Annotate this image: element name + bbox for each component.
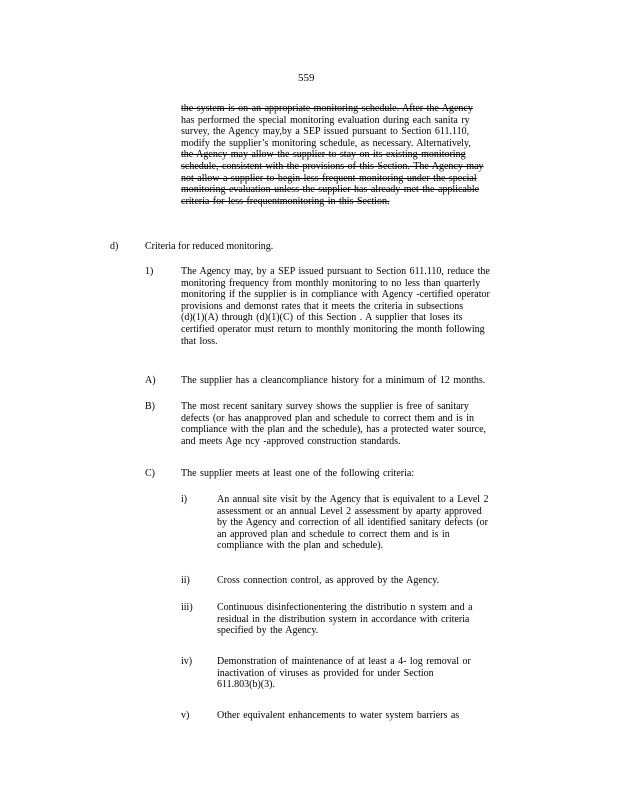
paragraph-line: Continuous disinfectionentering the distributio n system and a — [217, 602, 473, 613]
paragraph-line: the system is on an appropriate monitoring schedule. After the Agency — [181, 103, 473, 114]
paragraph-line: An annual site visit by the Agency that is equivalent to a Level 2 — [217, 494, 489, 505]
sub-item-iv-text — [217, 656, 517, 691]
paragraph-line: by the Agency and correction of all identified sanitary defects (or — [217, 517, 489, 529]
sub-item-ii-text — [217, 575, 517, 587]
paragraph-line: The most recent sanitary survey shows the supplier is free of sanitary — [181, 401, 469, 412]
paragraph-line: specified by the Agency. — [217, 625, 319, 637]
paragraph-line: monitoring frequency from monthly monitoring to no less than quarterly — [181, 277, 481, 289]
section-d-heading: Criteria for reduced monitoring. — [145, 241, 274, 252]
item-b-label: B) — [145, 401, 155, 412]
paragraph-line: The supplier has a cleancompliance history for a minimum of 12 months. — [181, 375, 486, 386]
paragraph-line: monitoring if the supplier is in compliance with Agency -certified operator — [181, 289, 490, 301]
paragraph-line: provisions and demonst rates that it meets the criteria in subsections — [181, 300, 464, 312]
sub-item-ii-label: ii) — [181, 575, 190, 586]
paragraph-line: and meets Age ncy -approved construction standards. — [181, 435, 401, 447]
paragraph-line: the Agency may allow the supplier to stay on its existing monitoring — [181, 149, 466, 161]
sub-item-i-text — [217, 494, 532, 552]
item-c-label: C) — [145, 468, 155, 479]
sub-item-v-label: v) — [181, 710, 190, 721]
item-a-text — [181, 375, 536, 387]
item-1-text — [181, 266, 541, 347]
paragraph-line: has performed the special monitoring evaluation during each sanita ry — [181, 114, 470, 126]
sub-item-iv-label: iv) — [181, 656, 193, 667]
paragraph-line: schedule, consistent with the provisions of this Section. The Agency may — [181, 160, 484, 172]
top-paragraph — [181, 103, 526, 207]
paragraph-line: that loss. — [181, 335, 218, 347]
item-c-text — [181, 468, 531, 480]
sub-item-iii-label: iii) — [181, 602, 193, 613]
paragraph-line: compliance with the plan and the schedule), has a protected water source, — [181, 424, 487, 436]
sub-item-iii-text — [217, 602, 517, 637]
item-b-text — [181, 401, 531, 447]
page-number: 559 — [298, 72, 315, 84]
paragraph-line: defects (or has anapproved plan and schedule to correct them and is in — [181, 412, 475, 424]
paragraph-line: (d)(1)(A) through (d)(1)(C) of this Section . A supplier that loses its — [181, 312, 463, 324]
paragraph-line: an approved plan and schedule to correct them and is in — [217, 528, 450, 540]
sub-item-v-text — [217, 710, 517, 722]
paragraph-line: not allow a supplier to begin less frequent monitoring under the special — [181, 172, 477, 184]
paragraph-line: modify the supplier’s monitoring schedule, as necessary. Alternatively, — [181, 137, 471, 149]
paragraph-line: Other equivalent enhancements to water system barriers as — [217, 710, 460, 721]
paragraph-line: inactivation of viruses as provided for under Section — [217, 667, 434, 679]
paragraph-line: residual in the distribution system in accordance with criteria — [217, 613, 470, 625]
section-d-label: d) — [110, 241, 119, 252]
sub-item-i-label: i) — [181, 494, 188, 505]
paragraph-line: Demonstration of maintenance of at least a 4- log removal or — [217, 656, 471, 667]
paragraph-line: monitoring evaluation unless the supplier has already met the applicable — [181, 184, 480, 196]
item-a-label: A) — [145, 375, 156, 386]
paragraph-line: compliance with the plan and schedule). — [217, 540, 384, 552]
paragraph-line: certified operator must return to monthly monitoring the month following — [181, 323, 485, 335]
paragraph-line: The supplier meets at least one of the following criteria: — [181, 468, 415, 479]
paragraph-line: assessment or an annual Level 2 assessment by aparty approved — [217, 505, 482, 517]
paragraph-line: The Agency may, by a SEP issued pursuant to Section 611.110, reduce the — [181, 266, 490, 277]
paragraph-line: Cross connection control, as approved by the Agency. — [217, 575, 440, 586]
item-1-label: 1) — [145, 266, 154, 277]
paragraph-line: 611.803(b)(3). — [217, 679, 275, 691]
paragraph-line: criteria for less frequentmonitoring in this Section. — [181, 195, 390, 207]
paragraph-line: survey, the Agency may,by a SEP issued pursuant to Section 611.110, — [181, 126, 470, 138]
